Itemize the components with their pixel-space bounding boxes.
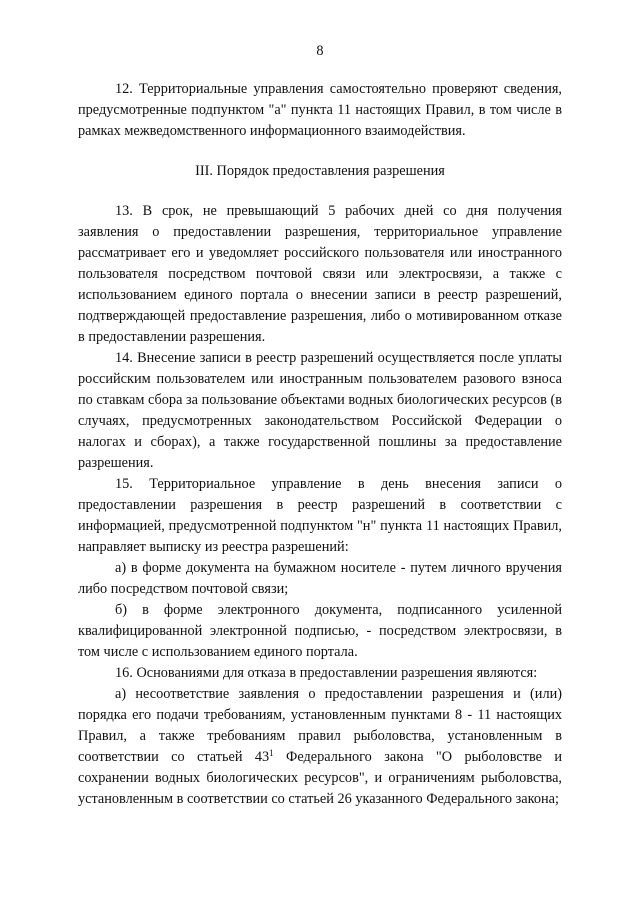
paragraph-16: 16. Основаниями для отказа в предоставлении разрешения являются:: [115, 665, 538, 681]
paragraph-16-a: [78, 684, 562, 810]
paragraph-12: 12. Территориальные управления самостоятельно проверяют сведения, предусмотренные подпунктом "а" пункта 11 настоящих Правил, в том числе в рамках межведомственного информационного взаимодействия.: [78, 81, 562, 139]
document-body: [78, 79, 562, 810]
page-number: 8: [316, 43, 324, 59]
paragraph-13: 13. В срок, не превышающий 5 рабочих дней со дня получения заявления о предоставлении разрешения, территориальное управление рассматривает его и уведомляет российского пользователя или иностранного пользователя посредством почтовой связи или электросвязи, а также с использованием единого портала о внесении записи в реестр разрешений, подтверждающей предоставление разрешения, либо о мотивированном отказе в предоставлении разрешения.: [78, 203, 562, 345]
paragraph-15-a: а) в форме документа на бумажном носителе - путем личного вручения либо посредством почтовой связи;: [78, 560, 562, 597]
paragraph-16-a-text-1: а) несоответствие заявления о предоставлении разрешения и (или) порядка его подачи требованиям, установленным пунктами 8 - 11 настоящих Правил, а также требованиям правил рыболовства, установленным в соответствии со статьей 43: [78, 686, 562, 765]
section-heading: III. Порядок предоставления разрешения: [195, 163, 445, 179]
paragraph-15-b: б) в форме электронного документа, подписанного усиленной квалифицированной электронной подписью, - посредством электросвязи, в том числе с использованием единого портала.: [78, 602, 562, 660]
footnote-superscript: 1: [269, 748, 274, 758]
paragraph-16-a-text-2: Федерального закона "О рыболовстве и сохранении водных биологических ресурсов", и ограничениям рыболовства, установленным в соответствии со статьей 26 указанного Федерального закона;: [78, 749, 562, 807]
paragraph-15: 15. Территориальное управление в день внесения записи о предоставлении разрешения в реестр разрешений в соответствии с информацией, предусмотренной подпунктом "н" пункта 11 настоящих Правил, направляет выписку из реестра разрешений:: [78, 476, 562, 555]
paragraph-14: 14. Внесение записи в реестр разрешений осуществляется после уплаты российским пользователем или иностранным пользователем разового взноса по ставкам сбора за пользование объектами водных биологических ресурсов (в случаях, предусмотренных законодательством Российской Федерации о налогах и сборах), а также государственной пошлины за предоставление разрешения.: [78, 350, 562, 471]
